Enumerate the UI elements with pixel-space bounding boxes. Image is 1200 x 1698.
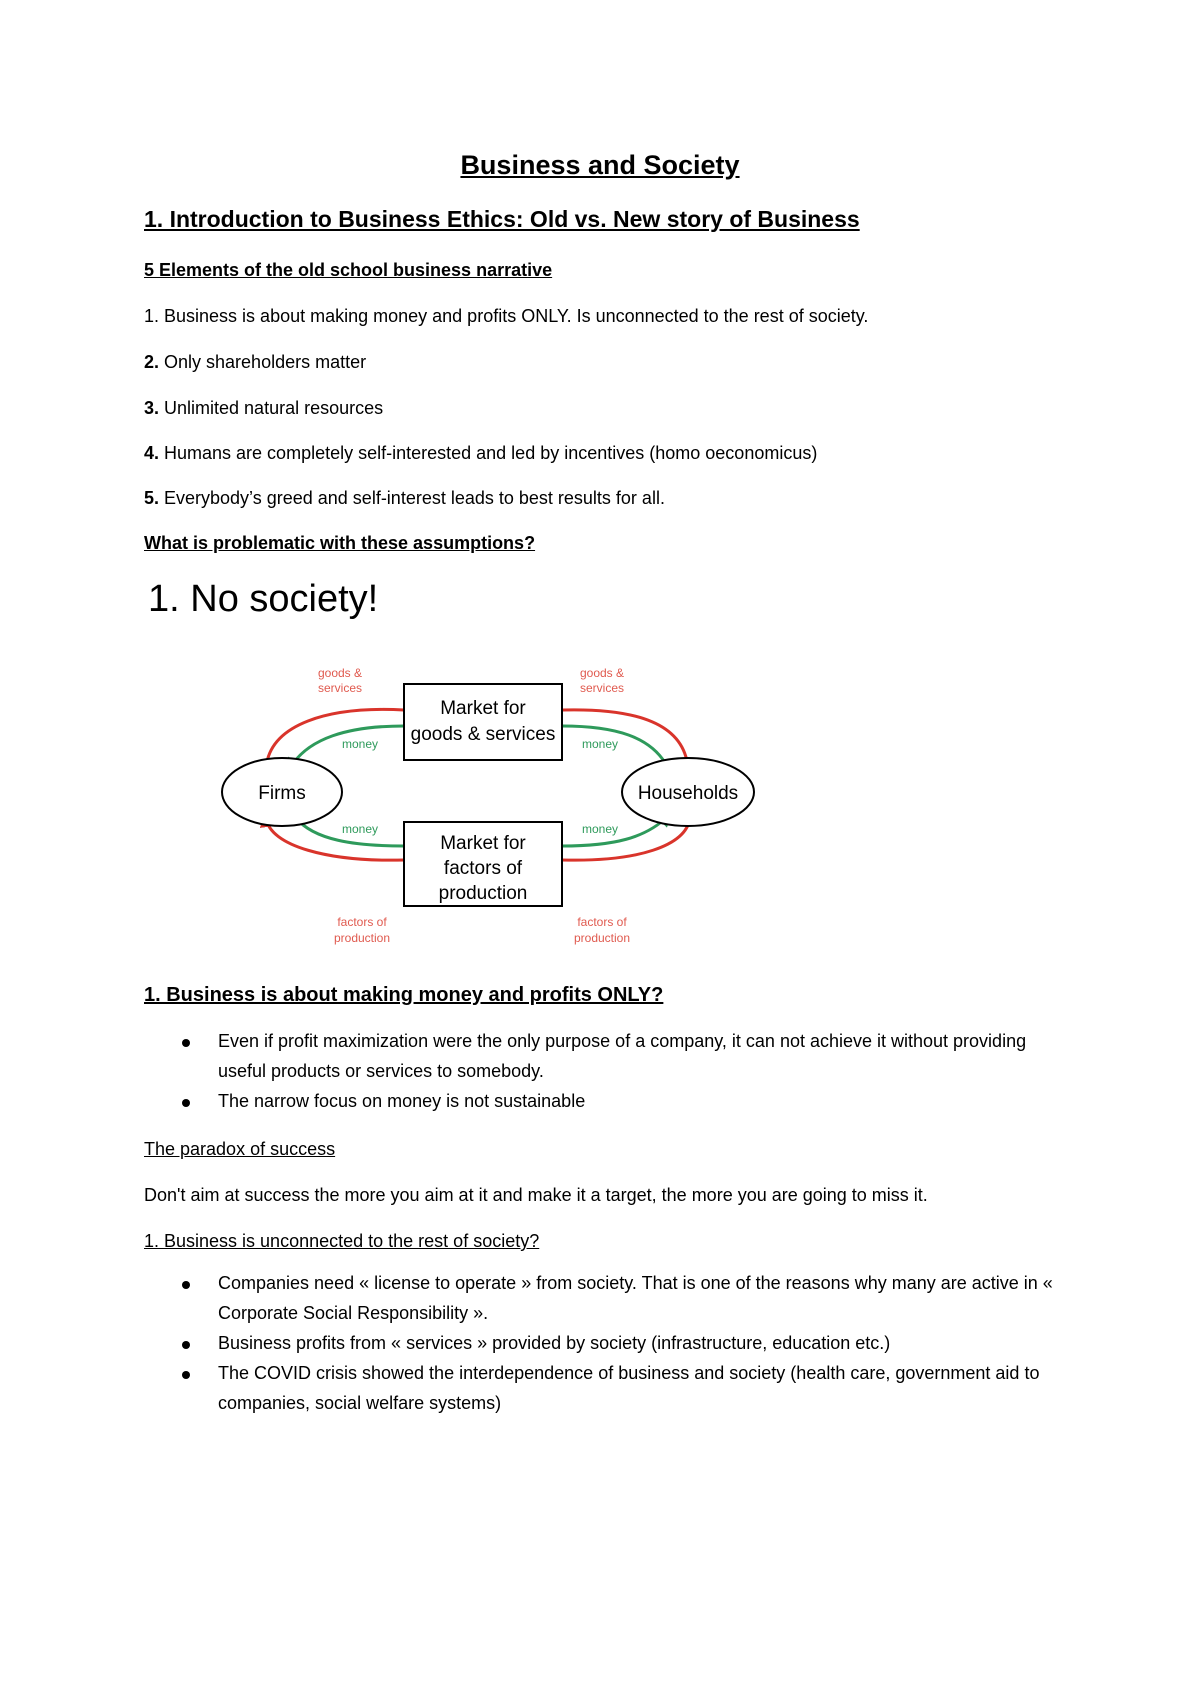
- item-text: Everybody’s greed and self-interest leads to best results for all.: [159, 488, 665, 508]
- subheading-old-narrative: 5 Elements of the old school business narrative: [144, 260, 553, 280]
- list-item: [144, 1268, 1064, 1328]
- narrative-item-4: [144, 441, 817, 465]
- label-goods-services-left-2: services: [317, 681, 363, 695]
- market-factors-line-2: factors of: [443, 858, 523, 879]
- document-title: Business and Society: [460, 150, 740, 180]
- item-text: Business is about making money and profits ONLY. Is unconnected to the rest of society.: [159, 306, 869, 326]
- list-item-text: The narrow focus on money is not sustainable: [218, 1091, 586, 1111]
- bullet-list-money: [144, 1026, 1064, 1116]
- market-goods-line-1: Market for: [440, 698, 526, 719]
- list-item: [144, 1086, 1064, 1116]
- unconnected-heading: 1. Business is unconnected to the rest of society?: [144, 1231, 540, 1251]
- narrative-item-1: [144, 304, 868, 328]
- households-label: Households: [637, 783, 739, 804]
- list-item-text: The COVID crisis showed the interdependence of business and society (health care, government aid to companies, social welfare systems): [218, 1363, 1040, 1413]
- market-goods-line-2: goods & services: [410, 724, 556, 745]
- item-text: Unlimited natural resources: [159, 398, 384, 418]
- item-number: 3.: [144, 398, 160, 418]
- item-number: 1.: [144, 306, 160, 326]
- firms-label: Firms: [258, 783, 306, 804]
- section-heading-intro: 1. Introduction to Business Ethics: Old vs. New story of Business: [144, 206, 860, 232]
- paradox-text: Don't aim at success the more you aim at it and make it a target, the more you are going to miss it.: [144, 1185, 928, 1205]
- item-number: 5.: [144, 488, 160, 508]
- market-goods-box: [404, 684, 562, 760]
- label-goods-services-right-2: services: [579, 681, 625, 695]
- label-factors-right-1: factors of: [577, 915, 627, 929]
- item-number: 4.: [144, 443, 160, 463]
- label-goods-services-left-1: goods &: [317, 666, 363, 680]
- item-text: Humans are completely self-interested and led by incentives (homo oeconomicus): [159, 443, 818, 463]
- item-text: Only shareholders matter: [159, 352, 367, 372]
- circular-flow-diagram: [218, 662, 758, 954]
- market-factors-line-3: production: [438, 883, 528, 904]
- list-item-text: Business profits from « services » provided by society (infrastructure, education etc.): [218, 1333, 891, 1353]
- bullet-icon: [182, 1281, 190, 1289]
- bullet-icon: [182, 1341, 190, 1349]
- bullet-list-society: [144, 1268, 1064, 1418]
- bullet-icon: [182, 1039, 190, 1047]
- label-money-top-left: money: [341, 737, 379, 751]
- list-item-text: Even if profit maximization were the only purpose of a company, it can not achieve it without providing useful products or services to somebody.: [218, 1031, 1027, 1081]
- narrative-item-2: [144, 350, 366, 374]
- label-factors-left-2: production: [333, 931, 391, 945]
- question-heading: What is problematic with these assumptions?: [144, 533, 536, 553]
- label-money-bottom-right: money: [581, 822, 619, 836]
- label-money-bottom-left: money: [341, 822, 379, 836]
- bullet-icon: [182, 1099, 190, 1107]
- label-money-top-right: money: [581, 737, 619, 751]
- slide-title: 1. No society!: [148, 578, 379, 620]
- section-heading-money-only: 1. Business is about making money and profits ONLY?: [144, 984, 664, 1006]
- market-factors-line-1: Market for: [440, 833, 526, 854]
- paradox-heading: The paradox of success: [144, 1139, 336, 1159]
- list-item: [144, 1358, 1064, 1418]
- bullet-icon: [182, 1371, 190, 1379]
- narrative-item-3: [144, 396, 383, 420]
- list-item-text: Companies need « license to operate » from society. That is one of the reasons why many are active in « Corporate Social Responsibility ».: [218, 1273, 1053, 1323]
- label-goods-services-right-1: goods &: [579, 666, 625, 680]
- item-number: 2.: [144, 352, 160, 372]
- list-item: [144, 1328, 1064, 1358]
- label-factors-left-1: factors of: [337, 915, 387, 929]
- narrative-item-5: [144, 486, 665, 510]
- list-item: [144, 1026, 1064, 1086]
- label-factors-right-2: production: [573, 931, 631, 945]
